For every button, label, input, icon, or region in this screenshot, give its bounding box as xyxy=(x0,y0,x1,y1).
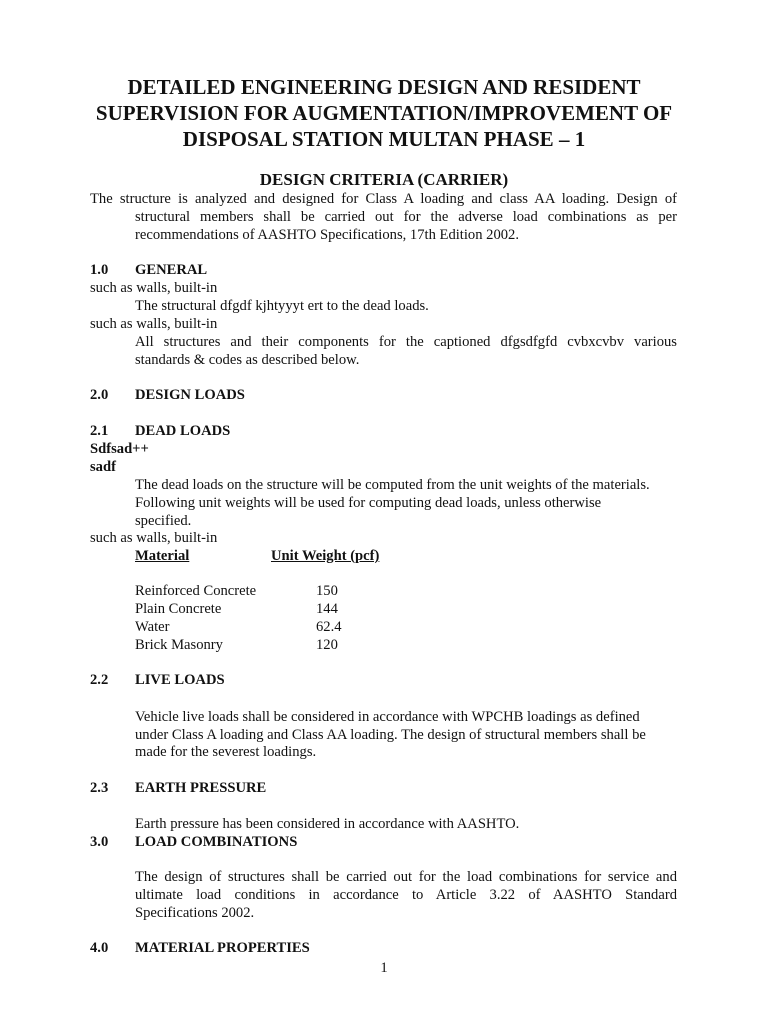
section-4-number: 4.0 xyxy=(90,940,109,956)
section-2-2-para-line-3: made for the severest loadings. xyxy=(135,744,317,760)
table-cell-material: Plain Concrete xyxy=(135,601,222,617)
page-number: 1 xyxy=(380,960,388,976)
section-2-1-extra-2: sadf xyxy=(90,459,116,475)
table-cell-weight: 62.4 xyxy=(316,619,342,635)
section-1-heading: GENERAL xyxy=(135,262,208,278)
section-3-para-line-3: Specifications 2002. xyxy=(135,905,255,921)
section-2-1-para-line-2: Following unit weights will be used for computing dead loads, unless otherwise xyxy=(135,495,602,511)
section-3-para-line-2: ultimate load conditions in accordance to Article 3.22 of AASHTO Standard xyxy=(135,887,677,903)
table-cell-weight: 150 xyxy=(316,583,338,599)
table-cell-weight: 120 xyxy=(316,637,338,653)
intro-line-3: recommendations of AASHTO Specifications, 17th Edition 2002. xyxy=(135,227,519,243)
section-2-3-para: Earth pressure has been considered in accordance with AASHTO. xyxy=(135,816,520,832)
section-2-1-note: such as walls, built-in xyxy=(90,530,218,546)
section-2-2-number: 2.2 xyxy=(90,672,109,688)
document-subtitle: DESIGN CRITERIA (CARRIER) xyxy=(259,170,509,189)
section-2-3-heading: EARTH PRESSURE xyxy=(135,780,267,796)
intro-line-2: structural members shall be carried out for the adverse load combinations as per xyxy=(135,209,677,225)
section-2-1-number: 2.1 xyxy=(90,423,109,439)
section-1-para-line-2: standards & codes as described below. xyxy=(135,352,360,368)
section-2-2-para-line-1: Vehicle live loads shall be considered in accordance with WPCHB loadings as defined xyxy=(135,709,640,725)
table-cell-weight: 144 xyxy=(316,601,338,617)
section-2-1-para-line-1: The dead loads on the structure will be computed from the unit weights of the materials. xyxy=(135,477,650,493)
section-2-1-para-line-3: specified. xyxy=(135,513,192,529)
section-2-heading: DESIGN LOADS xyxy=(135,387,245,403)
section-3-number: 3.0 xyxy=(90,834,109,850)
intro-line-1: The structure is analyzed and designed for Class A loading and class AA loading. Design of xyxy=(90,191,677,207)
section-2-number: 2.0 xyxy=(90,387,109,403)
table-header-unit-weight: Unit Weight (pcf) xyxy=(271,548,380,564)
table-cell-material: Water xyxy=(135,619,170,635)
section-1-line-a: The structural dfgdf kjhtyyyt ert to the dead loads. xyxy=(135,298,429,314)
section-4-heading: MATERIAL PROPERTIES xyxy=(135,940,310,956)
section-3-para-line-1: The design of structures shall be carried out for the load combinations for service and xyxy=(135,869,677,885)
document-title: DETAILED ENGINEERING DESIGN AND RESIDENT SUPERVISION FOR AUGMENTATION/IMPROVEMENT OF DISPOSAL STATION MULTAN PHASE – 1 xyxy=(95,75,673,151)
section-1-para-line-1: All structures and their components for the captioned dfgsdfgfd cvbxcvbv various xyxy=(135,334,677,350)
table-header-material: Material xyxy=(135,548,190,564)
section-3-heading: LOAD COMBINATIONS xyxy=(135,834,298,850)
section-1-note-b: such as walls, built-in xyxy=(90,316,218,332)
section-1-note-a: such as walls, built-in xyxy=(90,280,218,296)
table-cell-material: Reinforced Concrete xyxy=(135,583,257,599)
section-2-2-para-line-2: under Class A loading and Class AA loading. The design of structural members shall be xyxy=(135,727,646,743)
table-cell-material: Brick Masonry xyxy=(135,637,223,653)
section-2-1-extra-1: Sdfsad++ xyxy=(90,441,149,457)
section-1-number: 1.0 xyxy=(90,262,109,278)
section-2-2-heading: LIVE LOADS xyxy=(135,672,225,688)
section-2-3-number: 2.3 xyxy=(90,780,109,796)
section-2-1-heading: DEAD LOADS xyxy=(135,423,231,439)
